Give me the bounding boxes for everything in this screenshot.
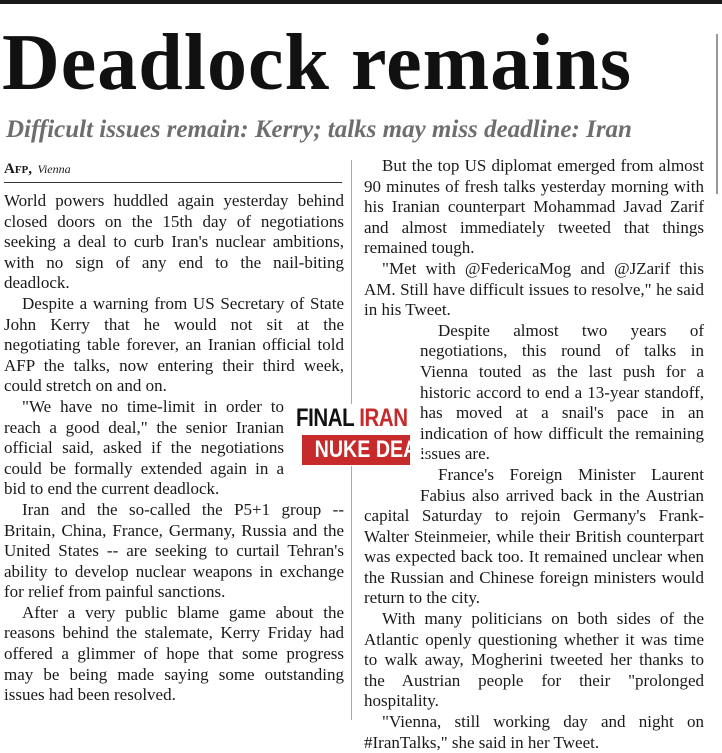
logo-banner <box>302 435 430 465</box>
subheadline: Difficult issues remain: Kerry; talks may miss deadline: Iran <box>6 116 632 143</box>
paragraph: Despite almost two years of negotiations, this round of talks in Vienna touted as the last push for a historic accord to end a 13-year standoff, has moved at a snail's pace in an indication of how difficult the remaining issues are. <box>420 320 704 464</box>
paragraph: Iran and the so-called the P5+1 group -- Britain, China, France, Germany, Russia and the United States -- are seeking to curtail Tehran's ability to develop nuclear weapons in exchange for relief from painful sanctions. <box>4 499 344 602</box>
paragraph: "We have no time-limit in order to reach a good deal," the senior Iranian official said, asked if the negotiations could be formally extended again in a bid to end the current deadlock. <box>4 396 284 499</box>
right-edge-rule <box>716 34 718 194</box>
paragraph: But the top US diplomat emerged from almost 90 minutes of fresh talks yesterday morning with his Iranian counterpart Mohammad Javad Zarif and almost immediately tweeted that things remained tough. <box>364 156 704 258</box>
logo-word-nuke-deal: NUKE DEAL <box>314 436 430 463</box>
top-rule <box>0 0 722 4</box>
paragraph: World powers huddled again yesterday behind closed doors on the 15th day of negotiations seeking a deal to curb Iran's nuclear ambitions, with no sign of any end to the nail-biting deadlock. <box>4 191 344 293</box>
logo-title <box>296 404 408 432</box>
paragraph: France's Foreign Minister Laurent Fabius also arrived back in the Austrian capital Saturday to rejoin Germany's Frank-Walter Steinmeier, while their British counterpart was expected back too. It remained unclear when the Russian and Chinese foreign ministers would return to the city. <box>364 464 704 608</box>
byline <box>4 160 71 179</box>
logo-word-iran: IRAN <box>359 404 408 432</box>
paragraph: Despite a warning from US Secretary of State John Kerry that he would not sit at the negotiating table forever, an Iranian official told AFP the talks, now entering their third week, could stretch on and on. <box>4 293 344 396</box>
logo-word-final: FINAL <box>296 404 354 432</box>
byline-source: Afp, <box>4 161 33 177</box>
byline-location: Vienna <box>37 162 71 176</box>
article-column-left <box>4 191 344 706</box>
paragraph: With many politicians on both sides of the Atlantic openly questioning whether it was time to walk away, Mogherini tweeted her thanks to the Austrian people for their "prolonged hospitality. <box>364 609 704 711</box>
paragraph: "Met with @FedericaMog and @JZarif this AM. Still have difficult issues to resolve," he said in his Tweet. <box>364 258 704 320</box>
paragraph: After a very public blame game about the reasons behind the stalemate, Kerry Friday had offered a glimmer of hope that some progress may be being made saying some outstanding issues had been resolved. <box>4 602 344 705</box>
final-iran-nuke-deal-logo <box>296 404 430 466</box>
byline-rule <box>4 182 342 183</box>
paragraph: "Vienna, still working day and night on #IranTalks," she said in her Tweet. <box>364 712 704 752</box>
headline: Deadlock remains <box>2 19 633 107</box>
